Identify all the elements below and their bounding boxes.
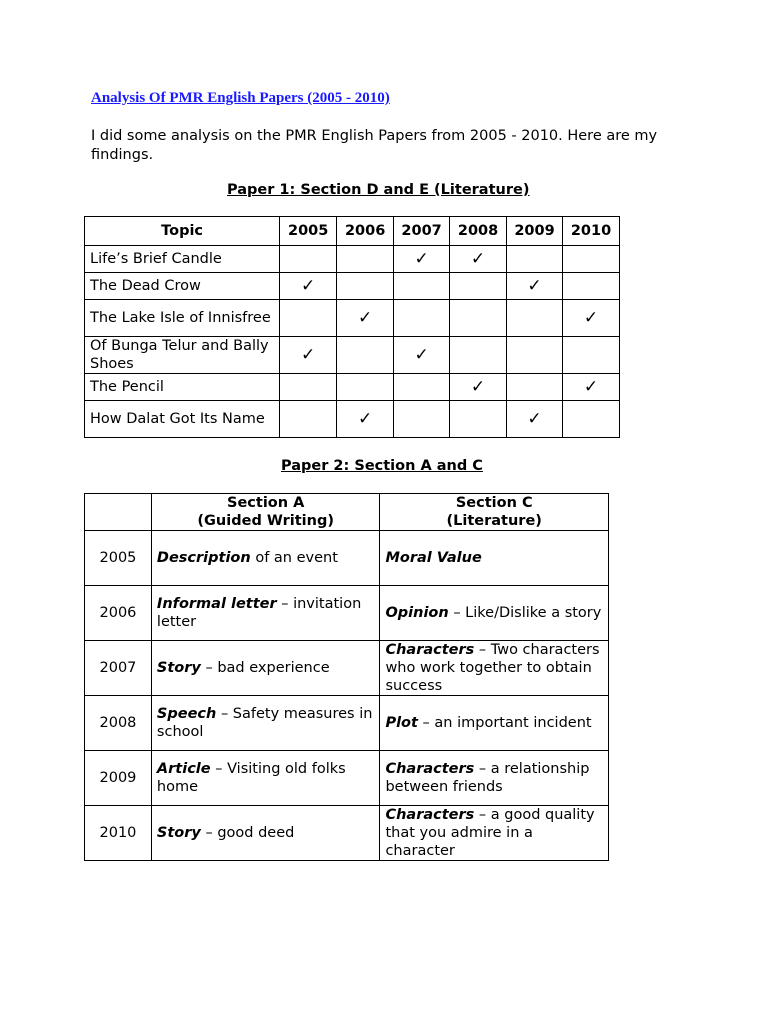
check-cell: ✓ [280, 273, 337, 300]
paper1-heading: Paper 1: Section D and E (Literature) [227, 182, 530, 198]
header-section-c-subtitle: (Literature) [446, 513, 542, 529]
check-cell [563, 273, 620, 300]
paper2-header-row [85, 494, 609, 531]
year-cell: 2010 [85, 806, 152, 861]
paper1-table [84, 216, 620, 438]
check-cell [563, 246, 620, 273]
section-c-detail: – Like/Dislike a story [448, 605, 602, 621]
check-cell [450, 337, 507, 374]
table-row [85, 374, 620, 401]
check-cell [394, 401, 450, 438]
table-row [85, 751, 609, 806]
table-row [85, 531, 609, 586]
header-topic: Topic [85, 217, 280, 246]
section-c-type: Opinion [385, 605, 449, 621]
intro-paragraph: I did some analysis on the PMR English Papers from 2005 - 2010. Here are my findings. [91, 128, 658, 163]
check-cell: ✓ [337, 401, 394, 438]
table-row [85, 273, 620, 300]
check-cell: ✓ [394, 246, 450, 273]
section-c-type: Characters [385, 642, 475, 658]
check-cell: ✓ [563, 300, 620, 337]
section-c-cell [380, 531, 609, 586]
check-cell [337, 273, 394, 300]
table-row [85, 586, 609, 641]
header-section-a-subtitle: (Guided Writing) [197, 513, 334, 529]
header-section-c-title: Section C [455, 495, 533, 511]
section-a-cell [151, 751, 380, 806]
table-row [85, 641, 609, 696]
topic-cell: The Lake Isle of Innisfree [85, 300, 280, 337]
section-a-type: Informal letter [156, 596, 277, 612]
check-cell [507, 246, 563, 273]
check-cell: ✓ [450, 246, 507, 273]
section-a-type: Story [156, 660, 201, 676]
section-a-detail: – invitation letter [156, 596, 362, 630]
section-c-cell [380, 586, 609, 641]
check-cell [507, 374, 563, 401]
section-a-cell [151, 806, 380, 861]
section-a-cell [151, 531, 380, 586]
section-c-detail: – a good quality that you admire in a character [385, 807, 595, 859]
section-c-cell [380, 696, 609, 751]
check-cell [280, 374, 337, 401]
section-c-cell [380, 751, 609, 806]
check-cell [563, 337, 620, 374]
year-cell: 2006 [85, 586, 152, 641]
section-a-detail: – good deed [200, 825, 295, 841]
header-year: 2008 [450, 217, 507, 246]
check-cell: ✓ [337, 300, 394, 337]
section-c-type: Characters [385, 807, 475, 823]
check-cell [280, 401, 337, 438]
paper1-header-row [85, 217, 620, 246]
check-cell [563, 401, 620, 438]
section-a-detail: – Visiting old folks home [156, 761, 346, 795]
section-c-type: Characters [385, 761, 475, 777]
table-row [85, 337, 620, 374]
paper2-table [84, 493, 609, 861]
check-cell [450, 300, 507, 337]
check-cell [337, 374, 394, 401]
table-row [85, 401, 620, 438]
check-cell [450, 401, 507, 438]
header-year: 2009 [507, 217, 563, 246]
header-section-a-title: Section A [227, 495, 305, 511]
check-cell [337, 337, 394, 374]
check-cell: ✓ [507, 273, 563, 300]
table-row [85, 246, 620, 273]
topic-cell: The Dead Crow [85, 273, 280, 300]
topic-cell: How Dalat Got Its Name [85, 401, 280, 438]
check-cell [450, 273, 507, 300]
year-cell: 2008 [85, 696, 152, 751]
section-a-detail: of an event [250, 550, 338, 566]
section-a-detail: – Safety measures in school [156, 706, 373, 740]
section-c-type: Moral Value [385, 550, 482, 566]
check-cell [394, 300, 450, 337]
section-c-cell [380, 641, 609, 696]
check-cell [337, 246, 394, 273]
check-cell: ✓ [280, 337, 337, 374]
header-year: 2005 [280, 217, 337, 246]
topic-cell: Of Bunga Telur and Bally Shoes [85, 337, 280, 374]
check-cell [280, 300, 337, 337]
check-cell [507, 337, 563, 374]
topic-cell: Life’s Brief Candle [85, 246, 280, 273]
topic-cell: The Pencil [85, 374, 280, 401]
year-cell: 2009 [85, 751, 152, 806]
header-section-a [151, 494, 380, 531]
section-c-detail: – an important incident [417, 715, 592, 731]
section-a-cell [151, 641, 380, 696]
table-row [85, 300, 620, 337]
year-cell: 2007 [85, 641, 152, 696]
header-section-c [380, 494, 609, 531]
header-year-blank [85, 494, 152, 531]
section-a-type: Article [156, 761, 211, 777]
section-c-detail: – a relationship between friends [385, 761, 590, 795]
header-year: 2010 [563, 217, 620, 246]
check-cell: ✓ [563, 374, 620, 401]
check-cell: ✓ [450, 374, 507, 401]
check-cell [507, 300, 563, 337]
check-cell: ✓ [394, 337, 450, 374]
page-title: Analysis Of PMR English Papers (2005 - 2010) [91, 90, 390, 106]
section-a-cell [151, 696, 380, 751]
section-a-detail: – bad experience [200, 660, 330, 676]
header-year: 2006 [337, 217, 394, 246]
table-row [85, 696, 609, 751]
section-a-type: Story [156, 825, 201, 841]
paper2-heading: Paper 2: Section A and C [281, 458, 483, 474]
section-a-type: Speech [156, 706, 217, 722]
year-cell: 2005 [85, 531, 152, 586]
section-c-cell [380, 806, 609, 861]
section-a-type: Description [156, 550, 251, 566]
section-c-type: Plot [385, 715, 418, 731]
check-cell [280, 246, 337, 273]
table-row [85, 806, 609, 861]
section-a-cell [151, 586, 380, 641]
header-year: 2007 [394, 217, 450, 246]
check-cell [394, 273, 450, 300]
check-cell [394, 374, 450, 401]
section-c-detail: – Two characters who work together to obtain success [385, 642, 600, 694]
check-cell: ✓ [507, 401, 563, 438]
